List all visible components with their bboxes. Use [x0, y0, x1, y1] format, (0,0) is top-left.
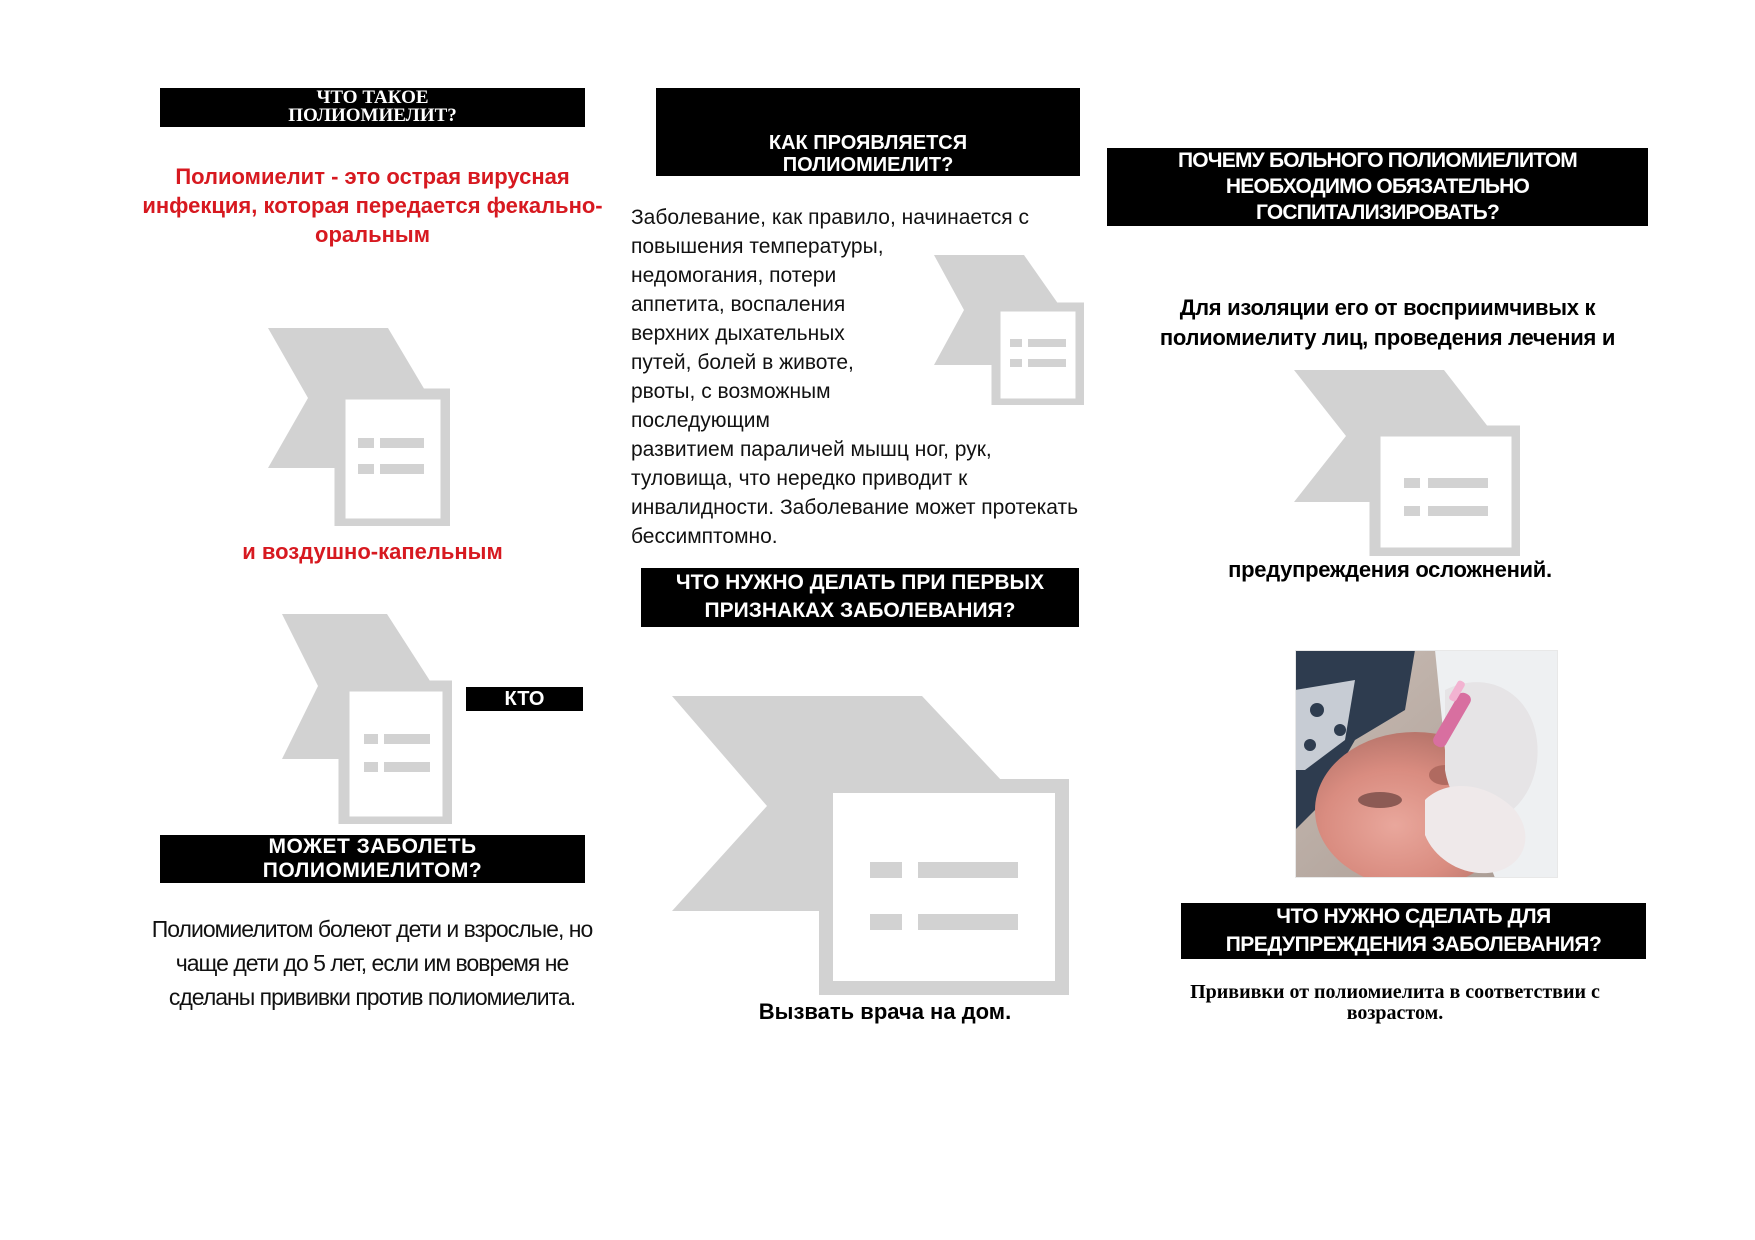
header-line: ПОЧЕМУ БОЛЬНОГО ПОЛИОМИЕЛИТОМ [1177, 149, 1578, 172]
symptoms-line: бессимптомно. [631, 525, 778, 548]
header-spacer [656, 88, 1080, 132]
prevention-header [1181, 903, 1646, 959]
vaccination-photo [1295, 650, 1558, 878]
header-line: КАК ПРОЯВЛЯЕТСЯ [768, 132, 968, 154]
who-header-top: КТО [466, 687, 583, 711]
header-line: ПОЛИОМИЕЛИТ? [288, 105, 457, 126]
symptoms-line: Заболевание, как правило, начинается с [631, 206, 1029, 229]
header-line: ЧТО ТАКОЕ [316, 88, 429, 108]
polio-definition-tail: и воздушно-капельным [242, 539, 503, 564]
header-line: ПОЛИОМИЕЛИТ? [782, 154, 954, 176]
header-line: МОЖЕТ ЗАБОЛЕТЬ [268, 835, 477, 858]
symptoms-line: туловища, что нередко приводит к [631, 467, 968, 490]
header-line: ПРИЗНАКАХ ЗАБОЛЕВАНИЯ? [704, 599, 1016, 622]
symptoms-line: верхних дыхательных [631, 322, 845, 345]
hospital-text-tail: предупреждения осложнений. [1228, 557, 1552, 582]
hospital-text: Для изоляции его от восприимчивых к полиомиелиту лиц, проведения лечения и [1159, 295, 1616, 350]
how-manifests-header [656, 88, 1080, 176]
symptoms-line: последующим [631, 409, 770, 432]
first-signs-header [641, 568, 1079, 627]
who-can-get-sick-header [160, 835, 585, 883]
symptoms-line: путей, болей в животе, [631, 351, 854, 374]
header-line: НЕОБХОДИМО ОБЯЗАТЕЛЬНО [1225, 175, 1530, 198]
symptoms-line: инвалидности. Заболевание может протекать [631, 496, 1079, 519]
header-line: ГОСПИТАЛИЗИРОВАТЬ? [1256, 201, 1499, 224]
symptoms-line: рвоты, с возможным [631, 380, 831, 403]
symptoms-line: недомогания, потери [631, 264, 837, 287]
image-placeholder-icon [934, 255, 1084, 405]
what-is-polio-header [160, 88, 585, 127]
prevention-text: Прививки от полиомиелита в соответствии с возрастом. [1190, 981, 1600, 1024]
header-line: ЧТО НУЖНО СДЕЛАТЬ ДЛЯ [1276, 905, 1551, 928]
header-line: ПОЛИОМИЕЛИТОМ? [262, 859, 483, 882]
who-text: Полиомиелитом болеют дети и взрослые, но чаще дети до 5 лет, если им вовремя не сделаны прививки против полиомиелита. [151, 916, 593, 1010]
image-placeholder-icon [282, 614, 452, 824]
symptoms-line: аппетита, воспаления [631, 293, 846, 316]
symptoms-line: повышения температуры, [631, 235, 884, 258]
first-signs-text: Вызвать врача на дом. [758, 999, 1012, 1024]
symptoms-line: развитием параличей мышц ног, рук, [631, 438, 992, 461]
header-line: ПРЕДУПРЕЖДЕНИЯ ЗАБОЛЕВАНИЯ? [1225, 933, 1602, 956]
image-placeholder-icon [1294, 370, 1520, 556]
image-placeholder-icon [672, 696, 1070, 996]
why-hospitalize-header [1107, 148, 1648, 226]
image-placeholder-icon [268, 328, 450, 526]
header-line: ЧТО НУЖНО ДЕЛАТЬ ПРИ ПЕРВЫХ [675, 571, 1045, 594]
polio-definition: Полиомиелит - это острая вирусная инфекция, которая передается фекально-оральным [142, 164, 603, 247]
